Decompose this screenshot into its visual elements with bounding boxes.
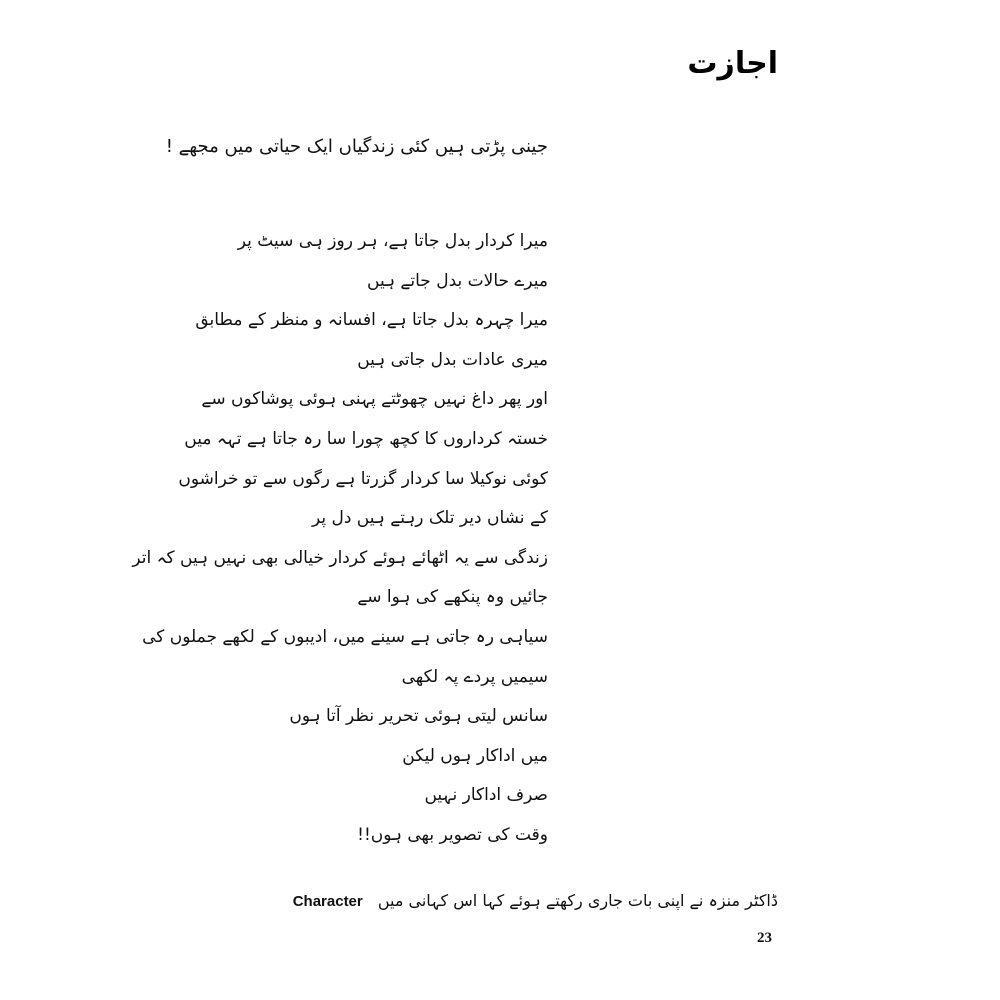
poem-line: کوئی نوکیلا سا کردار گزرتا ہے رگوں سے تو خراشوں <box>178 468 548 489</box>
page-number: 23 <box>757 930 772 946</box>
poem-line: میں اداکار ہوں لیکن <box>402 745 548 766</box>
poem-line: سیمیں پردے پہ لکھی <box>401 666 548 687</box>
magazine-logo: اجازت <box>687 46 778 81</box>
footer-paragraph <box>293 891 778 910</box>
poem-line: زندگی سے یہ اٹھائے ہوئے کردار خیالی بھی نہیں ہیں کہ اتر <box>132 547 548 568</box>
poem-line: میرا کردار بدل جاتا ہے، ہر روز ہی سیٹ پر <box>237 231 548 251</box>
footer-latin-word: Character <box>292 893 363 910</box>
poem-body <box>132 222 548 856</box>
footer-urdu-text: ڈاکٹر منزہ نے اپنی بات جاری رکھتے ہوئے کہا اس کہانی میں <box>377 891 778 910</box>
poem-line: میرا چہرہ بدل جاتا ہے، افسانہ و منظر کے مطابق <box>195 310 548 331</box>
poem-line: اور پھر داغ نہیں چھوٹتے پہنی ہوئی پوشاکوں سے <box>201 389 548 410</box>
poem-line: سیاہی رہ جاتی ہے سینے میں، ادیبوں کے لکھے جملوں کی <box>142 626 548 647</box>
poem-line: میری عادات بدل جاتی ہیں <box>357 349 548 370</box>
poem-line: صرف اداکار نہیں <box>424 785 548 806</box>
poem-line: کے نشاں دیر تلک رہتے ہیں دل پر <box>311 508 548 529</box>
poem-heading: جینی پڑتی ہیں کئی زندگیاں ایک حیاتی میں مجھے ! <box>165 136 548 157</box>
poem-line: میرے حالات بدل جاتے ہیں <box>367 270 548 291</box>
poem-line: خستہ کرداروں کا کچھ چورا سا رہ جاتا ہے تہہ میں <box>184 428 548 449</box>
poem-line: جائیں وہ پنکھے کی ہوا سے <box>357 587 548 608</box>
poem-line: وقت کی تصویر بھی ہوں!! <box>357 824 548 845</box>
poem-line: سانس لیتی ہوئی تحریر نظر آتا ہوں <box>289 706 548 727</box>
